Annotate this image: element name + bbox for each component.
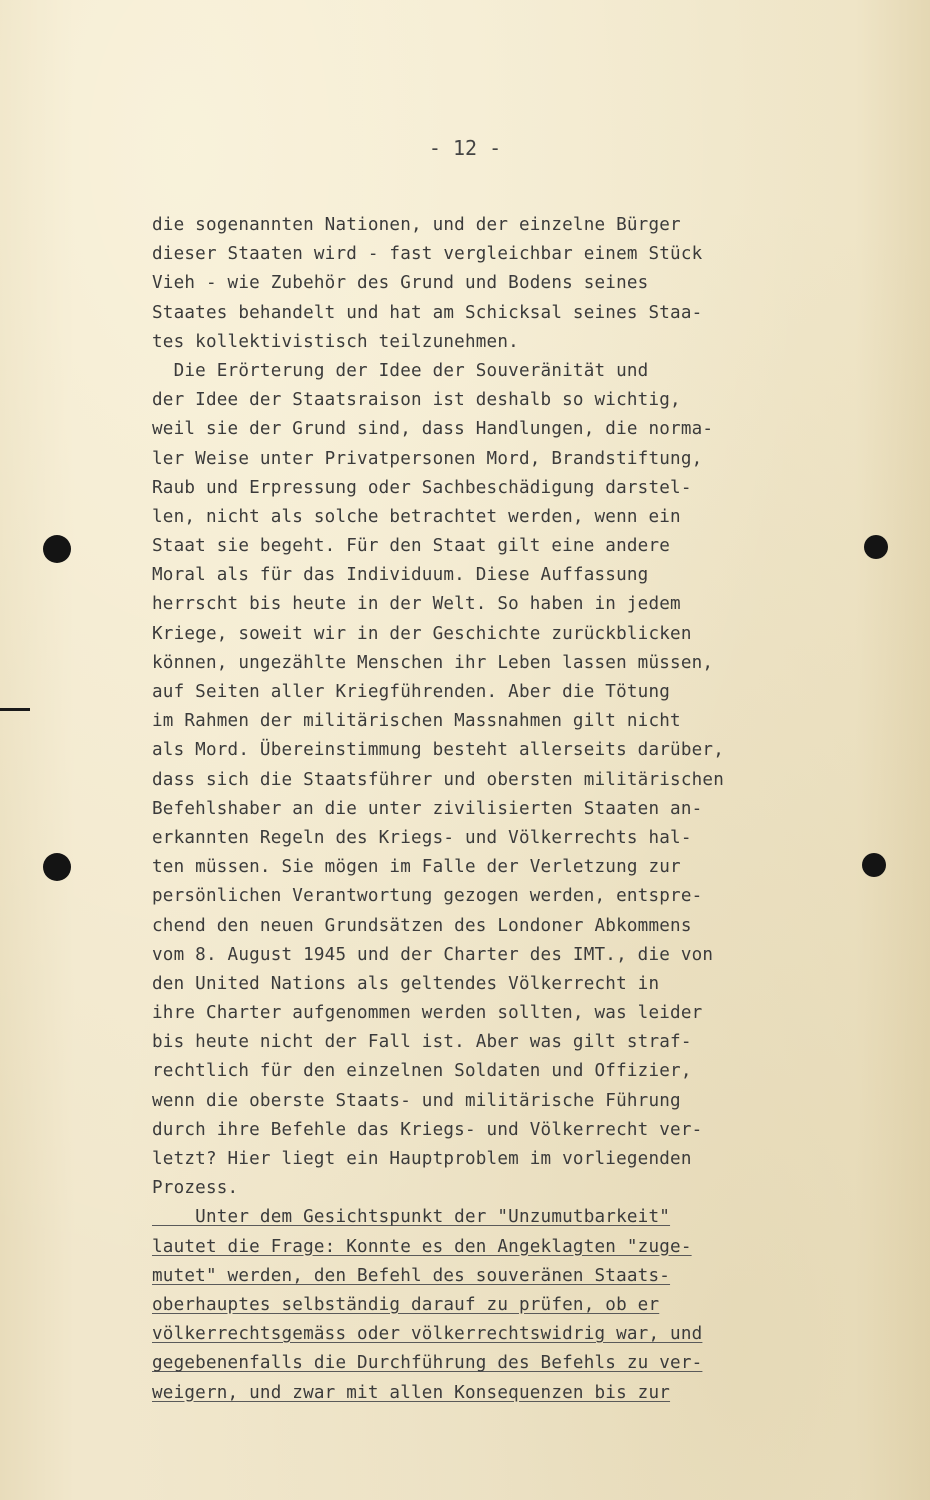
text-line: len, nicht als solche betrachtet werden, wenn ein xyxy=(152,506,681,527)
text-line: Kriege, soweit wir in der Geschichte zurückblicken xyxy=(152,623,692,644)
text-line: ler Weise unter Privatpersonen Mord, Brandstiftung, xyxy=(152,448,703,469)
text-line: letzt? Hier liegt ein Hauptproblem im vorliegenden xyxy=(152,1149,692,1169)
underlined-text-line: oberhauptes selbständig darauf zu prüfen, ob er xyxy=(152,1294,660,1315)
underlined-text-line: mutet" werden, den Befehl des souveränen Staats- xyxy=(152,1265,671,1286)
text-line: den United Nations als geltendes Völkerrecht in xyxy=(152,973,660,994)
text-line: chend den neuen Grundsätzen des Londoner Abkommens xyxy=(152,915,692,936)
body-text xyxy=(152,211,792,1408)
text-line: der Idee der Staatsraison ist deshalb so wichtig, xyxy=(152,390,681,411)
text-line: Raub und Erpressung oder Sachbeschädigung darstel- xyxy=(152,477,692,498)
text-line: können, ungezählte Menschen ihr Leben lassen müssen, xyxy=(152,652,714,673)
text-line: dass sich die Staatsführer und obersten militärischen xyxy=(152,769,724,790)
text-line: rechtlich für den einzelnen Soldaten und Offizier, xyxy=(152,1061,692,1082)
text-line: tes kollektivistisch teilzunehmen. xyxy=(152,331,519,352)
text-line: auf Seiten aller Kriegführenden. Aber die Tötung xyxy=(152,682,671,702)
underlined-text-line: weigern, und zwar mit allen Konsequenzen bis zur xyxy=(152,1382,671,1403)
text-line: Staat sie begeht. Für den Staat gilt eine andere xyxy=(152,536,671,557)
text-line: dieser Staaten wird - fast vergleichbar einem Stück xyxy=(152,244,703,265)
text-line: ten müssen. Sie mögen im Falle der Verletzung zur xyxy=(152,857,681,878)
text-line: im Rahmen der militärischen Massnahmen gilt nicht xyxy=(152,711,681,732)
punch-hole xyxy=(43,535,71,563)
punch-hole xyxy=(43,853,71,881)
text-line: als Mord. Übereinstimmung besteht allerseits darüber, xyxy=(152,740,724,761)
text-line: vom 8. August 1945 und der Charter des IMT., die von xyxy=(152,944,714,965)
text-line: weil sie der Grund sind, dass Handlungen, die norma- xyxy=(152,419,714,440)
underlined-text-line: völkerrechtsgemäss oder völkerrechtswidrig war, und xyxy=(152,1324,703,1345)
text-line: Staates behandelt und hat am Schicksal seines Staa- xyxy=(152,302,703,323)
punch-hole xyxy=(862,853,886,877)
underlined-text-line: lautet die Frage: Konnte es den Angeklagten "zuge- xyxy=(152,1236,692,1257)
margin-mark xyxy=(0,708,30,711)
text-line: erkannten Regeln des Kriegs- und Völkerrechts hal- xyxy=(152,827,692,848)
page-number: - 12 - xyxy=(428,136,502,160)
text-line: durch ihre Befehle das Kriegs- und Völkerrecht ver- xyxy=(152,1119,703,1140)
punch-hole xyxy=(864,535,888,559)
text-line: Prozess. xyxy=(152,1178,239,1199)
text-line: Die Erörterung der Idee der Souveränität und xyxy=(152,360,649,381)
text-line: herrscht bis heute in der Welt. So haben in jedem xyxy=(152,594,681,615)
underlined-text-line: gegebenenfalls die Durchführung des Befehls zu ver- xyxy=(152,1353,703,1374)
text-line: Befehlshaber an die unter zivilisierten Staaten an- xyxy=(152,798,703,819)
text-line: persönlichen Verantwortung gezogen werden, entspre- xyxy=(152,886,703,907)
text-line: die sogenannten Nationen, und der einzelne Bürger xyxy=(152,215,681,235)
text-line: ihre Charter aufgenommen werden sollten, was leider xyxy=(152,1003,703,1024)
text-line: Moral als für das Individuum. Diese Auffassung xyxy=(152,565,649,586)
underlined-text-line: Unter dem Gesichtspunkt der "Unzumutbarkeit" xyxy=(152,1207,671,1228)
text-line: Vieh - wie Zubehör des Grund und Bodens seines xyxy=(152,273,649,294)
text-line: bis heute nicht der Fall ist. Aber was gilt straf- xyxy=(152,1032,692,1053)
text-line: wenn die oberste Staats- und militärische Führung xyxy=(152,1090,681,1111)
